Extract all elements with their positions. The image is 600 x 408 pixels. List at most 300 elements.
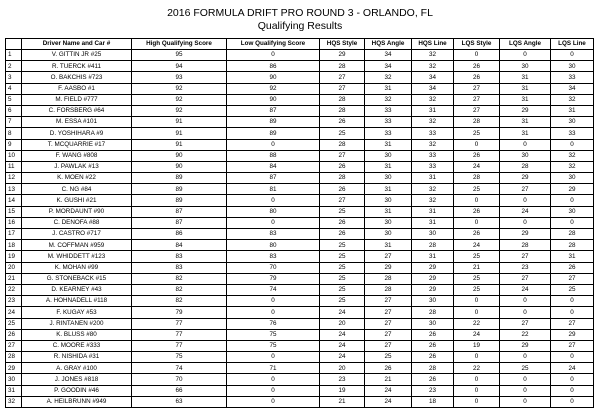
hqs-angle-cell: 31 — [365, 240, 412, 251]
hqs-line-cell: 32 — [412, 117, 454, 128]
lqs-line-cell: 28 — [551, 240, 594, 251]
driver-cell: C. FORSBERG #64 — [22, 105, 132, 116]
high-score-cell: 74 — [132, 363, 227, 374]
lqs-style-cell: 0 — [454, 217, 500, 228]
table-row — [6, 184, 594, 195]
low-score-cell: 80 — [227, 206, 320, 217]
hqs-style-cell: 28 — [320, 139, 365, 150]
hqs-style-cell: 25 — [320, 206, 365, 217]
driver-cell: R. NISHIDA #31 — [22, 352, 132, 363]
lqs-angle-cell: 31 — [500, 128, 551, 139]
lqs-angle-cell: 29 — [500, 173, 551, 184]
hqs-line-cell: 23 — [412, 385, 454, 396]
lqs-angle-cell: 24 — [500, 284, 551, 295]
low-score-cell: 0 — [227, 385, 320, 396]
lqs-angle-cell: 0 — [500, 195, 551, 206]
high-score-cell: 77 — [132, 340, 227, 351]
table-row — [6, 72, 594, 83]
low-score-header: Low Qualifying Score — [227, 39, 320, 50]
low-score-cell: 0 — [227, 217, 320, 228]
low-score-cell: 83 — [227, 229, 320, 240]
driver-cell: C. DENOFA #88 — [22, 217, 132, 228]
lqs-style-cell: 24 — [454, 161, 500, 172]
hqs-style-cell: 25 — [320, 262, 365, 273]
lqs-line-cell: 32 — [551, 94, 594, 105]
hqs-line-cell: 28 — [412, 240, 454, 251]
hqs-line-cell: 28 — [412, 307, 454, 318]
lqs-line-cell: 0 — [551, 307, 594, 318]
lqs-line-cell: 25 — [551, 284, 594, 295]
low-score-cell: 87 — [227, 173, 320, 184]
driver-cell: J. RINTANEN #200 — [22, 318, 132, 329]
lqs-line-cell: 32 — [551, 161, 594, 172]
lqs-style-cell: 27 — [454, 94, 500, 105]
hqs-line-cell: 33 — [412, 128, 454, 139]
hqs-style-cell: 28 — [320, 94, 365, 105]
hqs-angle-cell: 34 — [365, 50, 412, 61]
hqs-line-cell: 30 — [412, 229, 454, 240]
lqs-line-cell: 0 — [551, 50, 594, 61]
low-score-cell: 0 — [227, 352, 320, 363]
high-score-cell: 86 — [132, 229, 227, 240]
lqs-angle-cell: 29 — [500, 105, 551, 116]
rank-cell: 25 — [6, 318, 22, 329]
page-title: 2016 FORMULA DRIFT PRO ROUND 3 - ORLANDO, FL — [167, 7, 433, 19]
hqs-style-cell: 23 — [320, 374, 365, 385]
high-score-cell: 90 — [132, 161, 227, 172]
driver-cell: J. JONES #818 — [22, 374, 132, 385]
lqs-angle-cell: 0 — [500, 396, 551, 407]
high-score-cell: 84 — [132, 240, 227, 251]
low-score-cell: 80 — [227, 240, 320, 251]
table-row — [6, 318, 594, 329]
hqs-style-cell: 25 — [320, 240, 365, 251]
lqs-angle-cell: 27 — [500, 251, 551, 262]
rank-cell: 32 — [6, 396, 22, 407]
qualifying-results-table — [5, 38, 594, 408]
driver-cell: M. COFFMAN #959 — [22, 240, 132, 251]
hqs-style-cell: 20 — [320, 318, 365, 329]
table-row — [6, 105, 594, 116]
hqs-angle-cell: 28 — [365, 284, 412, 295]
lqs-style-cell: 25 — [454, 251, 500, 262]
lqs-style-cell: 25 — [454, 184, 500, 195]
lqs-angle-cell: 31 — [500, 117, 551, 128]
hqs-line-cell: 32 — [412, 184, 454, 195]
low-score-cell: 90 — [227, 72, 320, 83]
hqs-style-cell: 29 — [320, 50, 365, 61]
low-score-cell: 74 — [227, 284, 320, 295]
rank-cell: 9 — [6, 139, 22, 150]
lqs-angle-cell: 28 — [500, 161, 551, 172]
hqs-style-cell: 27 — [320, 83, 365, 94]
low-score-cell: 0 — [227, 50, 320, 61]
lqs-angle-cell: 22 — [500, 329, 551, 340]
hqs-angle-cell: 28 — [365, 273, 412, 284]
high-score-cell: 91 — [132, 117, 227, 128]
lqs-angle-cell: 29 — [500, 340, 551, 351]
table-row — [6, 128, 594, 139]
lqs-angle-cell: 30 — [500, 150, 551, 161]
lqs-angle-cell: 27 — [500, 184, 551, 195]
lqs-angle-cell: 0 — [500, 296, 551, 307]
lqs-style-cell: 0 — [454, 374, 500, 385]
hqs-line-cell: 31 — [412, 217, 454, 228]
lqs-line-cell: 31 — [551, 251, 594, 262]
lqs-style-cell: 0 — [454, 139, 500, 150]
lqs-angle-cell: 31 — [500, 94, 551, 105]
hqs-style-cell: 27 — [320, 72, 365, 83]
table-row — [6, 251, 594, 262]
hqs-style-cell: 19 — [320, 385, 365, 396]
rank-cell: 16 — [6, 217, 22, 228]
low-score-cell: 92 — [227, 83, 320, 94]
hqs-angle-cell: 31 — [365, 206, 412, 217]
lqs-angle-cell: 27 — [500, 273, 551, 284]
high-score-cell: 95 — [132, 50, 227, 61]
driver-cell: M. ESSA #101 — [22, 117, 132, 128]
driver-cell: D. KEARNEY #43 — [22, 284, 132, 295]
hqs-angle-cell: 33 — [365, 128, 412, 139]
table-row — [6, 161, 594, 172]
hqs-style-header: HQS Style — [320, 39, 365, 50]
lqs-angle-cell: 0 — [500, 374, 551, 385]
table-row — [6, 195, 594, 206]
hqs-angle-cell: 27 — [365, 318, 412, 329]
hqs-line-cell: 26 — [412, 352, 454, 363]
high-score-cell: 92 — [132, 94, 227, 105]
driver-cell: T. MCQUARRIE #17 — [22, 139, 132, 150]
hqs-style-cell: 21 — [320, 396, 365, 407]
hqs-angle-cell: 30 — [365, 229, 412, 240]
low-score-cell: 81 — [227, 184, 320, 195]
lqs-line-cell: 33 — [551, 72, 594, 83]
hqs-angle-cell: 30 — [365, 173, 412, 184]
lqs-angle-cell: 23 — [500, 262, 551, 273]
lqs-line-cell: 0 — [551, 352, 594, 363]
high-score-cell: 89 — [132, 173, 227, 184]
lqs-angle-cell: 31 — [500, 72, 551, 83]
hqs-style-cell: 27 — [320, 150, 365, 161]
table-row — [6, 83, 594, 94]
rank-cell: 11 — [6, 161, 22, 172]
driver-cell: M. WHIDDETT #123 — [22, 251, 132, 262]
high-score-cell: 87 — [132, 206, 227, 217]
hqs-angle-header: HQS Angle — [365, 39, 412, 50]
high-score-cell: 89 — [132, 184, 227, 195]
high-score-cell: 77 — [132, 329, 227, 340]
low-score-cell: 79 — [227, 273, 320, 284]
lqs-line-cell: 0 — [551, 374, 594, 385]
high-score-cell: 93 — [132, 72, 227, 83]
lqs-style-cell: 25 — [454, 284, 500, 295]
hqs-angle-cell: 27 — [365, 251, 412, 262]
hqs-style-cell: 25 — [320, 273, 365, 284]
low-score-cell: 86 — [227, 61, 320, 72]
high-score-cell: 83 — [132, 251, 227, 262]
high-score-header: High Qualifying Score — [132, 39, 227, 50]
rank-cell: 26 — [6, 329, 22, 340]
rank-cell: 27 — [6, 340, 22, 351]
table-row — [6, 217, 594, 228]
table-row — [6, 340, 594, 351]
lqs-angle-cell: 31 — [500, 83, 551, 94]
rank-cell: 20 — [6, 262, 22, 273]
hqs-line-cell: 31 — [412, 173, 454, 184]
lqs-style-cell: 0 — [454, 307, 500, 318]
high-score-cell: 90 — [132, 150, 227, 161]
driver-cell: P. MORDAUNT #90 — [22, 206, 132, 217]
lqs-angle-cell: 25 — [500, 363, 551, 374]
hqs-style-cell: 24 — [320, 352, 365, 363]
table-row — [6, 284, 594, 295]
driver-cell: C. MOORE #333 — [22, 340, 132, 351]
lqs-line-cell: 32 — [551, 150, 594, 161]
low-score-cell: 0 — [227, 195, 320, 206]
hqs-style-cell: 25 — [320, 284, 365, 295]
lqs-style-cell: 24 — [454, 240, 500, 251]
table-row — [6, 139, 594, 150]
rank-cell: 7 — [6, 117, 22, 128]
hqs-line-cell: 29 — [412, 284, 454, 295]
table-row — [6, 206, 594, 217]
hqs-angle-cell: 33 — [365, 105, 412, 116]
lqs-line-cell: 0 — [551, 296, 594, 307]
low-score-cell: 87 — [227, 105, 320, 116]
lqs-line-cell: 30 — [551, 61, 594, 72]
lqs-angle-cell: 0 — [500, 307, 551, 318]
driver-cell: R. TUERCK #411 — [22, 61, 132, 72]
rank-cell: 28 — [6, 352, 22, 363]
lqs-angle-header: LQS Angle — [500, 39, 551, 50]
lqs-angle-cell: 0 — [500, 385, 551, 396]
lqs-style-cell: 28 — [454, 173, 500, 184]
hqs-line-cell: 32 — [412, 195, 454, 206]
lqs-line-cell: 31 — [551, 105, 594, 116]
driver-cell: K. MOEN #22 — [22, 173, 132, 184]
page-subtitle: Qualifying Results — [257, 20, 343, 32]
hqs-angle-cell: 30 — [365, 217, 412, 228]
hqs-style-cell: 24 — [320, 340, 365, 351]
table-row — [6, 385, 594, 396]
rank-cell: 29 — [6, 363, 22, 374]
lqs-angle-cell: 24 — [500, 206, 551, 217]
hqs-angle-cell: 32 — [365, 72, 412, 83]
driver-cell: F. KUGAY #53 — [22, 307, 132, 318]
rank-cell: 19 — [6, 251, 22, 262]
rank-cell: 24 — [6, 307, 22, 318]
lqs-line-cell: 30 — [551, 173, 594, 184]
driver-cell: J. PAWLAK #13 — [22, 161, 132, 172]
rank-cell: 14 — [6, 195, 22, 206]
hqs-style-cell: 25 — [320, 128, 365, 139]
hqs-angle-cell: 24 — [365, 385, 412, 396]
lqs-line-cell: 30 — [551, 206, 594, 217]
hqs-line-cell: 33 — [412, 161, 454, 172]
rank-cell: 13 — [6, 184, 22, 195]
high-score-cell: 79 — [132, 307, 227, 318]
lqs-style-cell: 26 — [454, 72, 500, 83]
high-score-cell: 82 — [132, 284, 227, 295]
driver-cell: C. NG #84 — [22, 184, 132, 195]
hqs-angle-cell: 24 — [365, 396, 412, 407]
low-score-cell: 84 — [227, 161, 320, 172]
lqs-angle-cell: 28 — [500, 240, 551, 251]
high-score-cell: 92 — [132, 83, 227, 94]
hqs-style-cell: 25 — [320, 251, 365, 262]
hqs-angle-cell: 27 — [365, 296, 412, 307]
rank-cell: 31 — [6, 385, 22, 396]
high-score-cell: 92 — [132, 105, 227, 116]
hqs-style-cell: 24 — [320, 307, 365, 318]
driver-cell: K. GUSHI #21 — [22, 195, 132, 206]
rank-cell: 10 — [6, 150, 22, 161]
rank-cell: 12 — [6, 173, 22, 184]
lqs-line-cell: 0 — [551, 195, 594, 206]
hqs-angle-cell: 26 — [365, 363, 412, 374]
driver-cell: K. MOHAN #99 — [22, 262, 132, 273]
table-row — [6, 173, 594, 184]
hqs-angle-cell: 29 — [365, 262, 412, 273]
low-score-cell: 83 — [227, 251, 320, 262]
lqs-line-cell: 0 — [551, 396, 594, 407]
table-row — [6, 273, 594, 284]
lqs-angle-cell: 27 — [500, 318, 551, 329]
hqs-line-cell: 32 — [412, 139, 454, 150]
hqs-angle-cell: 21 — [365, 374, 412, 385]
hqs-style-cell: 25 — [320, 296, 365, 307]
hqs-style-cell: 26 — [320, 184, 365, 195]
low-score-cell: 0 — [227, 296, 320, 307]
rank-header — [6, 39, 22, 50]
table-body — [6, 50, 594, 408]
table-header-row — [6, 39, 594, 50]
lqs-style-cell: 26 — [454, 61, 500, 72]
table-row — [6, 329, 594, 340]
high-score-cell: 87 — [132, 217, 227, 228]
rank-cell: 21 — [6, 273, 22, 284]
hqs-angle-cell: 31 — [365, 161, 412, 172]
hqs-style-cell: 24 — [320, 329, 365, 340]
lqs-style-cell: 25 — [454, 273, 500, 284]
driver-header: Driver Name and Car # — [22, 39, 132, 50]
hqs-angle-cell: 30 — [365, 150, 412, 161]
hqs-line-cell: 29 — [412, 262, 454, 273]
hqs-angle-cell: 31 — [365, 139, 412, 150]
lqs-style-cell: 25 — [454, 128, 500, 139]
low-score-cell: 88 — [227, 150, 320, 161]
driver-cell: K. BLUSS #80 — [22, 329, 132, 340]
lqs-style-cell: 26 — [454, 206, 500, 217]
driver-cell: V. GITTIN JR #25 — [22, 50, 132, 61]
lqs-style-cell: 0 — [454, 50, 500, 61]
low-score-cell: 71 — [227, 363, 320, 374]
driver-cell: F. AASBO #1 — [22, 83, 132, 94]
table-row — [6, 117, 594, 128]
rank-cell: 1 — [6, 50, 22, 61]
driver-cell: D. YOSHIHARA #9 — [22, 128, 132, 139]
hqs-line-cell: 26 — [412, 340, 454, 351]
hqs-style-cell: 26 — [320, 217, 365, 228]
low-score-cell: 89 — [227, 117, 320, 128]
lqs-style-cell: 27 — [454, 83, 500, 94]
table-row — [6, 363, 594, 374]
lqs-angle-cell: 0 — [500, 139, 551, 150]
hqs-line-cell: 31 — [412, 251, 454, 262]
lqs-line-cell: 27 — [551, 273, 594, 284]
lqs-angle-cell: 0 — [500, 50, 551, 61]
driver-cell: J. CASTRO #717 — [22, 229, 132, 240]
table-row — [6, 307, 594, 318]
hqs-line-cell: 32 — [412, 50, 454, 61]
low-score-cell: 0 — [227, 396, 320, 407]
driver-cell: O. BAKCHIS #723 — [22, 72, 132, 83]
low-score-cell: 75 — [227, 329, 320, 340]
rank-cell: 3 — [6, 72, 22, 83]
high-score-cell: 82 — [132, 273, 227, 284]
high-score-cell: 82 — [132, 296, 227, 307]
lqs-style-cell: 22 — [454, 363, 500, 374]
hqs-line-cell: 32 — [412, 61, 454, 72]
high-score-cell: 63 — [132, 396, 227, 407]
lqs-style-cell: 0 — [454, 352, 500, 363]
lqs-style-cell: 28 — [454, 117, 500, 128]
lqs-line-cell: 34 — [551, 83, 594, 94]
rank-cell: 18 — [6, 240, 22, 251]
rank-cell: 8 — [6, 128, 22, 139]
hqs-line-cell: 26 — [412, 329, 454, 340]
hqs-angle-cell: 31 — [365, 83, 412, 94]
hqs-style-cell: 28 — [320, 173, 365, 184]
hqs-line-cell: 26 — [412, 374, 454, 385]
driver-cell: P. GOODIN #46 — [22, 385, 132, 396]
hqs-angle-cell: 27 — [365, 340, 412, 351]
table-row — [6, 396, 594, 407]
hqs-line-cell: 31 — [412, 206, 454, 217]
hqs-style-cell: 28 — [320, 61, 365, 72]
hqs-style-cell: 26 — [320, 117, 365, 128]
driver-cell: G. STONEBACK #15 — [22, 273, 132, 284]
high-score-cell: 91 — [132, 139, 227, 150]
table-row — [6, 262, 594, 273]
hqs-line-cell: 34 — [412, 72, 454, 83]
hqs-angle-cell: 27 — [365, 329, 412, 340]
table-row — [6, 94, 594, 105]
hqs-angle-cell: 25 — [365, 352, 412, 363]
lqs-style-cell: 21 — [454, 262, 500, 273]
high-score-cell: 77 — [132, 318, 227, 329]
lqs-angle-cell: 0 — [500, 217, 551, 228]
hqs-line-cell: 29 — [412, 273, 454, 284]
high-score-cell: 91 — [132, 128, 227, 139]
hqs-angle-cell: 30 — [365, 195, 412, 206]
low-score-cell: 75 — [227, 340, 320, 351]
lqs-style-cell: 19 — [454, 340, 500, 351]
lqs-line-cell: 27 — [551, 318, 594, 329]
lqs-line-cell: 24 — [551, 363, 594, 374]
hqs-angle-cell: 31 — [365, 184, 412, 195]
lqs-style-cell: 22 — [454, 318, 500, 329]
table-row — [6, 150, 594, 161]
table-row — [6, 61, 594, 72]
low-score-cell: 89 — [227, 128, 320, 139]
hqs-line-header: HQS Line — [412, 39, 454, 50]
low-score-cell: 0 — [227, 139, 320, 150]
lqs-style-cell: 0 — [454, 195, 500, 206]
lqs-style-cell: 24 — [454, 329, 500, 340]
table-row — [6, 374, 594, 385]
hqs-style-cell: 20 — [320, 363, 365, 374]
